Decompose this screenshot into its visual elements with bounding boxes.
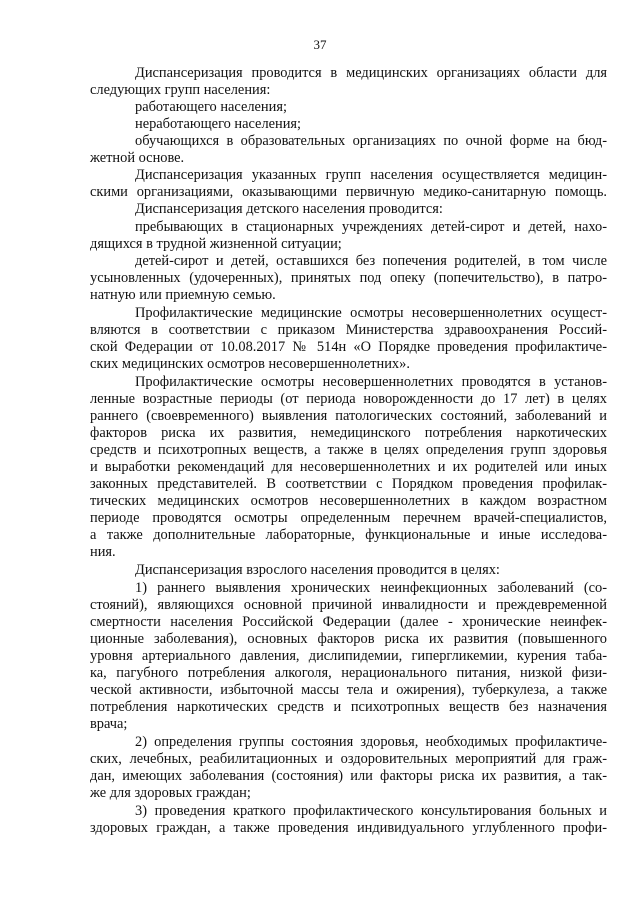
- text-line: неработающего населения;: [135, 116, 302, 132]
- text-line: дан, имеющих заболевания (состояния) или факторы риска их развития, а так-: [90, 768, 607, 784]
- text-line: тических медицинских осмотров несовершеннолетних в каждом возрастном: [90, 493, 607, 509]
- text-line: ских медицинских осмотров несовершеннолетних».: [90, 356, 410, 372]
- text-line: периоде проводятся осмотры определенным перечнем врачей-специалистов,: [90, 510, 607, 526]
- text-line: усыновленных (удочеренных), принятых под опеку (попечительство), в патро-: [90, 270, 607, 286]
- text-line: ка, пагубного потребления алкоголя, нерационального питания, низкой физи-: [90, 665, 607, 681]
- text-line: Диспансеризация детского населения проводится:: [135, 201, 443, 217]
- text-line: скими организациями, оказывающими первичную медико-санитарную помощь.: [90, 184, 607, 200]
- text-line: ленные возрастные периоды (от периода новорожденности до 17 лет) в целях: [90, 391, 607, 407]
- text-line: средств и психотропных веществ, а также в целях определения групп здоровья: [90, 442, 607, 458]
- text-line: смертности населения Российской Федерации (далее - хронические неинфек-: [90, 614, 607, 630]
- text-line: следующих групп населения:: [90, 82, 271, 98]
- text-line: Диспансеризация взрослого населения проводится в целях:: [135, 562, 500, 578]
- text-line: обучающихся в образовательных организациях по очной форме на бюд-: [135, 133, 607, 149]
- text-line: ческой активности, избыточной массы тела и ожирения), туберкулеза, а также: [90, 682, 607, 698]
- text-line: уровня артериального давления, дислипидемии, гипергликемии, курения таба-: [90, 648, 607, 664]
- text-line: а также дополнительные лабораторные, функциональные и иные исследова-: [90, 527, 607, 543]
- text-line: Профилактические медицинские осмотры несовершеннолетних осущест-: [135, 305, 607, 321]
- text-line: дящихся в трудной жизненной ситуации;: [90, 236, 342, 252]
- text-line: работающего населения;: [135, 99, 287, 115]
- text-line: законных представителей. В соответствии с Порядком проведения профилак-: [90, 476, 607, 492]
- text-line: пребывающих в стационарных учреждениях детей-сирот и детей, нахо-: [135, 219, 607, 235]
- text-line: натную или приемную семью.: [90, 287, 276, 303]
- text-line: ния.: [90, 544, 116, 560]
- text-line: ской Федерации от 10.08.2017 № 514н «О Порядке проведения профилактиче-: [90, 339, 607, 355]
- text-line: стояний), являющихся основной причиной инвалидности и преждевременной: [90, 597, 607, 613]
- text-line: вляются в соответствии с приказом Министерства здравоохранения Россий-: [90, 322, 607, 338]
- text-line: жетной основе.: [90, 150, 185, 166]
- text-line: же для здоровых граждан;: [90, 785, 251, 801]
- page-number: 37: [313, 37, 327, 52]
- text-line: факторов риска их развития, немедицинского потребления наркотических: [90, 425, 607, 441]
- text-line: Профилактические осмотры несовершеннолетних проводятся в установ-: [135, 374, 607, 390]
- text-line: здоровых граждан, а также проведения индивидуального углубленного профи-: [90, 820, 607, 836]
- text-line: 1) раннего выявления хронических неинфекционных заболеваний (со-: [135, 580, 607, 596]
- text-line: и выработки рекомендаций для несовершеннолетних и их родителей или иных: [90, 459, 607, 475]
- text-line: 2) определения группы состояния здоровья, необходимых профилактиче-: [135, 734, 607, 750]
- text-line: детей-сирот и детей, оставшихся без попечения родителей, в том числе: [135, 253, 607, 269]
- text-line: Диспансеризация проводится в медицинских организациях области для: [135, 65, 607, 81]
- text-line: раннего (своевременного) выявления патологических состояний, заболеваний и: [90, 408, 607, 424]
- text-line: потребления наркотических средств и психотропных веществ без назначения: [90, 699, 607, 715]
- text-line: ских, лечебных, реабилитационных и оздоровительных мероприятий для граж-: [90, 751, 607, 767]
- text-line: ционные заболевания), основных факторов риска их развития (повышенного: [90, 631, 607, 647]
- text-line: врача;: [90, 716, 128, 732]
- text-line: 3) проведения краткого профилактического консультирования больных и: [135, 803, 607, 819]
- text-line: Диспансеризация указанных групп населения осуществляется медицин-: [135, 167, 607, 183]
